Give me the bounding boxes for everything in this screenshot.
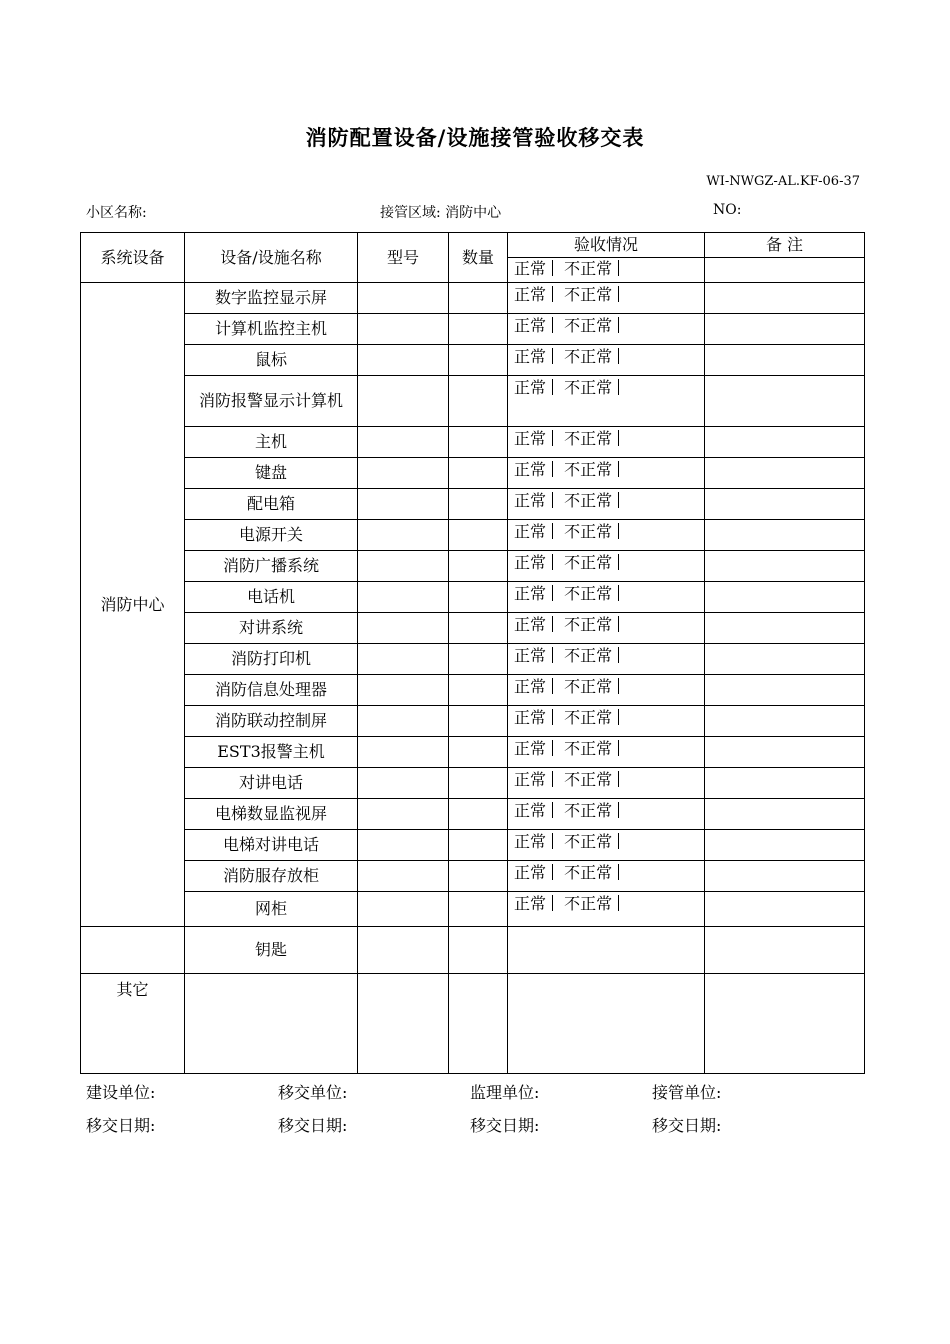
acceptance-status[interactable]	[508, 427, 705, 458]
checkbox-mark	[618, 286, 621, 302]
checkbox-mark	[552, 740, 555, 756]
normal-option[interactable]	[514, 646, 559, 665]
checkbox-mark	[618, 260, 621, 276]
header-remark-blank	[705, 258, 865, 283]
abnormal-label: 不正常	[564, 522, 613, 541]
normal-label: 正常	[514, 316, 547, 335]
quantity-cell[interactable]	[449, 345, 508, 376]
takeover-area-label: 接管区域:	[380, 205, 441, 221]
checkbox-mark	[552, 802, 555, 818]
quantity-cell[interactable]	[449, 458, 508, 489]
equipment-name: 消防服存放柜	[185, 861, 358, 892]
other-label: 其它	[81, 974, 185, 1074]
normal-option[interactable]	[514, 553, 559, 572]
table-row	[81, 892, 865, 927]
normal-option[interactable]	[514, 832, 559, 851]
remark-cell[interactable]	[705, 799, 865, 830]
checkbox-mark	[552, 260, 555, 276]
model-cell[interactable]	[358, 489, 449, 520]
normal-label: 正常	[514, 584, 547, 603]
normal-option[interactable]	[514, 460, 559, 479]
checkbox-mark	[618, 802, 621, 818]
abnormal-label: 不正常	[564, 832, 613, 851]
checkbox-mark	[618, 833, 621, 849]
checkbox-mark	[618, 492, 621, 508]
checkbox-mark	[552, 895, 555, 911]
checkbox-mark	[618, 585, 621, 601]
equipment-name: 消防广播系统	[185, 551, 358, 582]
abnormal-option[interactable]	[564, 615, 625, 634]
normal-label: 正常	[514, 801, 547, 820]
remark-cell[interactable]	[705, 427, 865, 458]
normal-option[interactable]	[514, 316, 559, 335]
remark-cell[interactable]	[705, 489, 865, 520]
abnormal-option	[564, 259, 625, 278]
acceptance-cell[interactable]	[508, 974, 705, 1074]
equipment-name: 配电箱	[185, 489, 358, 520]
table-row	[81, 283, 865, 314]
abnormal-label: 不正常	[564, 894, 613, 913]
table-row	[81, 799, 865, 830]
model-cell[interactable]	[358, 830, 449, 861]
equipment-name: 网柜	[185, 892, 358, 927]
normal-label: 正常	[514, 429, 547, 448]
abnormal-option[interactable]	[564, 316, 625, 335]
abnormal-label: 不正常	[564, 801, 613, 820]
table-row	[81, 768, 865, 799]
serial-no-label: NO:	[713, 202, 742, 218]
remark-cell[interactable]	[705, 675, 865, 706]
checkbox-mark	[618, 709, 621, 725]
acceptance-status[interactable]	[508, 737, 705, 768]
quantity-cell[interactable]	[449, 613, 508, 644]
normal-label: 正常	[514, 708, 547, 727]
table-row	[81, 613, 865, 644]
abnormal-label: 不正常	[564, 285, 613, 304]
equipment-name: 电源开关	[185, 520, 358, 551]
abnormal-label: 不正常	[564, 491, 613, 510]
remark-cell[interactable]	[705, 974, 865, 1074]
abnormal-label: 不正常	[564, 739, 613, 758]
abnormal-label: 不正常	[564, 677, 613, 696]
remark-cell[interactable]	[705, 768, 865, 799]
abnormal-label: 不正常	[564, 708, 613, 727]
normal-option[interactable]	[514, 894, 559, 913]
quantity-cell[interactable]	[449, 737, 508, 768]
normal-label: 正常	[514, 646, 547, 665]
equipment-name: 对讲系统	[185, 613, 358, 644]
remark-cell[interactable]	[705, 283, 865, 314]
normal-option[interactable]	[514, 615, 559, 634]
checkbox-mark	[618, 771, 621, 787]
normal-label: 正常	[514, 832, 547, 851]
equipment-name: 数字监控显示屏	[185, 283, 358, 314]
equipment-name: 消防报警显示计算机	[185, 376, 358, 427]
key-item-name: 钥匙	[185, 927, 358, 974]
equipment-name: 对讲电话	[185, 768, 358, 799]
acceptance-status[interactable]	[508, 314, 705, 345]
quantity-cell[interactable]	[449, 427, 508, 458]
checkbox-mark	[552, 771, 555, 787]
footer-construction-unit: 建设单位:	[86, 1083, 156, 1102]
remark-cell[interactable]	[705, 376, 865, 427]
normal-label: 正常	[514, 894, 547, 913]
normal-label: 正常	[514, 739, 547, 758]
model-cell[interactable]	[358, 582, 449, 613]
footer-date-2: 移交日期:	[278, 1116, 348, 1135]
model-cell[interactable]	[358, 706, 449, 737]
table-row	[81, 582, 865, 613]
abnormal-option[interactable]	[564, 863, 625, 882]
normal-option[interactable]	[514, 739, 559, 758]
abnormal-option[interactable]	[564, 708, 625, 727]
key-system-cell	[81, 927, 185, 974]
acceptance-cell[interactable]	[508, 927, 705, 974]
table-row	[81, 830, 865, 861]
quantity-cell[interactable]	[449, 974, 508, 1074]
checkbox-mark	[618, 554, 621, 570]
normal-label: 正常	[514, 259, 547, 278]
acceptance-status[interactable]	[508, 675, 705, 706]
model-cell[interactable]	[358, 551, 449, 582]
abnormal-label: 不正常	[564, 553, 613, 572]
model-cell[interactable]	[358, 675, 449, 706]
model-cell[interactable]	[358, 737, 449, 768]
abnormal-option[interactable]	[564, 553, 625, 572]
abnormal-label: 不正常	[564, 646, 613, 665]
quantity-cell[interactable]	[449, 799, 508, 830]
table-row	[81, 489, 865, 520]
quantity-cell[interactable]	[449, 706, 508, 737]
normal-label: 正常	[514, 553, 547, 572]
acceptance-status[interactable]	[508, 706, 705, 737]
normal-label: 正常	[514, 460, 547, 479]
table-row	[81, 551, 865, 582]
checkbox-mark	[552, 647, 555, 663]
checkbox-mark	[552, 864, 555, 880]
abnormal-option[interactable]	[564, 285, 625, 304]
model-cell[interactable]	[358, 927, 449, 974]
normal-option[interactable]	[514, 863, 559, 882]
checkbox-mark	[618, 461, 621, 477]
abnormal-option[interactable]	[564, 522, 625, 541]
model-cell[interactable]	[358, 892, 449, 927]
normal-label: 正常	[514, 491, 547, 510]
abnormal-option[interactable]	[564, 677, 625, 696]
equipment-name: 消防打印机	[185, 644, 358, 675]
model-cell[interactable]	[358, 613, 449, 644]
form-title: 消防配置设备/设施接管验收移交表	[305, 125, 645, 150]
acceptance-status[interactable]	[508, 892, 705, 927]
abnormal-label: 不正常	[564, 584, 613, 603]
footer-supervision-unit: 监理单位:	[470, 1083, 540, 1102]
header-name: 设备/设施名称	[185, 233, 358, 283]
abnormal-option[interactable]	[564, 894, 625, 913]
checkbox-mark	[618, 678, 621, 694]
table-row	[81, 314, 865, 345]
abnormal-label: 不正常	[564, 615, 613, 634]
checkbox-mark	[552, 430, 555, 446]
abnormal-option[interactable]	[564, 347, 625, 366]
header-quantity: 数量	[449, 233, 508, 283]
checkbox-mark	[618, 523, 621, 539]
model-cell[interactable]	[358, 644, 449, 675]
normal-option[interactable]	[514, 708, 559, 727]
abnormal-option[interactable]	[564, 770, 625, 789]
quantity-cell[interactable]	[449, 830, 508, 861]
document-number: WI-NWGZ-AL.KF-06-37	[706, 174, 860, 189]
model-cell[interactable]	[358, 345, 449, 376]
normal-label: 正常	[514, 677, 547, 696]
equipment-name: 电话机	[185, 582, 358, 613]
quantity-cell[interactable]	[449, 644, 508, 675]
acceptance-table-body	[81, 233, 865, 1074]
checkbox-mark	[552, 523, 555, 539]
checkbox-mark	[552, 379, 555, 395]
checkbox-mark	[552, 554, 555, 570]
normal-label: 正常	[514, 863, 547, 882]
table-row	[81, 376, 865, 427]
abnormal-option[interactable]	[564, 584, 625, 603]
quantity-cell[interactable]	[449, 283, 508, 314]
model-cell[interactable]	[358, 974, 449, 1074]
remark-cell[interactable]	[705, 314, 865, 345]
header-status-options	[508, 258, 705, 283]
table-row	[81, 520, 865, 551]
checkbox-mark	[618, 864, 621, 880]
quantity-cell[interactable]	[449, 314, 508, 345]
quantity-cell[interactable]	[449, 582, 508, 613]
normal-label: 正常	[514, 522, 547, 541]
abnormal-option[interactable]	[564, 739, 625, 758]
model-cell[interactable]	[358, 768, 449, 799]
takeover-area-value: 消防中心	[445, 205, 502, 221]
abnormal-option[interactable]	[564, 460, 625, 479]
table-row	[81, 861, 865, 892]
equipment-name: 电梯数显监视屏	[185, 799, 358, 830]
acceptance-status[interactable]	[508, 376, 705, 427]
equipment-name: 鼠标	[185, 345, 358, 376]
equipment-name: 键盘	[185, 458, 358, 489]
abnormal-label: 不正常	[564, 770, 613, 789]
normal-label: 正常	[514, 378, 547, 397]
checkbox-mark	[552, 461, 555, 477]
model-cell[interactable]	[358, 427, 449, 458]
model-cell[interactable]	[358, 376, 449, 427]
table-row	[81, 458, 865, 489]
checkbox-mark	[618, 348, 621, 364]
abnormal-option[interactable]	[564, 378, 625, 397]
checkbox-mark	[552, 616, 555, 632]
system-group-cell: 消防中心	[81, 283, 185, 927]
quantity-cell[interactable]	[449, 520, 508, 551]
acceptance-status[interactable]	[508, 861, 705, 892]
equipment-name: 电梯对讲电话	[185, 830, 358, 861]
normal-option[interactable]	[514, 347, 559, 366]
remark-cell[interactable]	[705, 830, 865, 861]
header-remark: 备 注	[705, 233, 865, 258]
remark-cell[interactable]	[705, 551, 865, 582]
remark-cell[interactable]	[705, 927, 865, 974]
checkbox-mark	[618, 895, 621, 911]
remark-cell[interactable]	[705, 706, 865, 737]
normal-option[interactable]	[514, 491, 559, 510]
remark-cell[interactable]	[705, 644, 865, 675]
acceptance-status[interactable]	[508, 520, 705, 551]
model-cell[interactable]	[358, 861, 449, 892]
header-row	[81, 233, 865, 258]
checkbox-mark	[618, 616, 621, 632]
equipment-name: 消防信息处理器	[185, 675, 358, 706]
quantity-cell[interactable]	[449, 675, 508, 706]
acceptance-status[interactable]	[508, 644, 705, 675]
remark-cell[interactable]	[705, 520, 865, 551]
quantity-cell[interactable]	[449, 861, 508, 892]
header-acceptance: 验收情况	[508, 233, 705, 258]
normal-label: 正常	[514, 770, 547, 789]
acceptance-status[interactable]	[508, 768, 705, 799]
remark-cell[interactable]	[705, 892, 865, 927]
remark-cell[interactable]	[705, 613, 865, 644]
quantity-cell[interactable]	[449, 551, 508, 582]
checkbox-mark	[552, 709, 555, 725]
checkbox-mark	[552, 833, 555, 849]
normal-label: 正常	[514, 285, 547, 304]
acceptance-status[interactable]	[508, 582, 705, 613]
acceptance-status[interactable]	[508, 830, 705, 861]
normal-option[interactable]	[514, 378, 559, 397]
equipment-name: EST3报警主机	[185, 737, 358, 768]
normal-option[interactable]	[514, 584, 559, 603]
checkbox-mark	[552, 492, 555, 508]
other-name-cell[interactable]	[185, 974, 358, 1074]
quantity-cell[interactable]	[449, 927, 508, 974]
abnormal-option[interactable]	[564, 832, 625, 851]
normal-option[interactable]	[514, 285, 559, 304]
acceptance-status[interactable]	[508, 345, 705, 376]
quantity-cell[interactable]	[449, 376, 508, 427]
abnormal-label: 不正常	[564, 347, 613, 366]
normal-label: 正常	[514, 615, 547, 634]
key-row	[81, 927, 865, 974]
table-row	[81, 706, 865, 737]
header-model: 型号	[358, 233, 449, 283]
normal-option[interactable]	[514, 522, 559, 541]
remark-cell[interactable]	[705, 582, 865, 613]
abnormal-option[interactable]	[564, 801, 625, 820]
table-row	[81, 644, 865, 675]
remark-cell[interactable]	[705, 737, 865, 768]
acceptance-status[interactable]	[508, 489, 705, 520]
quantity-cell[interactable]	[449, 768, 508, 799]
checkbox-mark	[618, 317, 621, 333]
abnormal-label: 不正常	[564, 863, 613, 882]
abnormal-option[interactable]	[564, 429, 625, 448]
equipment-name: 计算机监控主机	[185, 314, 358, 345]
checkbox-mark	[552, 348, 555, 364]
checkbox-mark	[618, 379, 621, 395]
acceptance-status[interactable]	[508, 458, 705, 489]
remark-cell[interactable]	[705, 345, 865, 376]
checkbox-mark	[618, 647, 621, 663]
table-row	[81, 675, 865, 706]
normal-option	[514, 259, 559, 278]
acceptance-status[interactable]	[508, 283, 705, 314]
checkbox-mark	[618, 740, 621, 756]
footer-date-1: 移交日期:	[86, 1116, 156, 1135]
normal-option[interactable]	[514, 770, 559, 789]
footer-date-4: 移交日期:	[652, 1116, 722, 1135]
checkbox-mark	[552, 585, 555, 601]
footer-takeover-unit: 接管单位:	[652, 1083, 722, 1102]
model-cell[interactable]	[358, 283, 449, 314]
abnormal-option[interactable]	[564, 646, 625, 665]
quantity-cell[interactable]	[449, 489, 508, 520]
footer-handover-unit: 移交单位:	[278, 1083, 348, 1102]
equipment-name: 消防联动控制屏	[185, 706, 358, 737]
abnormal-label: 不正常	[564, 259, 613, 278]
model-cell[interactable]	[358, 458, 449, 489]
abnormal-label: 不正常	[564, 378, 613, 397]
table-row	[81, 345, 865, 376]
checkbox-mark	[552, 317, 555, 333]
checkbox-mark	[552, 286, 555, 302]
normal-option[interactable]	[514, 429, 559, 448]
table-row	[81, 737, 865, 768]
acceptance-status[interactable]	[508, 613, 705, 644]
model-cell[interactable]	[358, 314, 449, 345]
abnormal-option[interactable]	[564, 491, 625, 510]
table-row	[81, 427, 865, 458]
model-cell[interactable]	[358, 520, 449, 551]
checkbox-mark	[552, 678, 555, 694]
abnormal-label: 不正常	[564, 429, 613, 448]
checkbox-mark	[618, 430, 621, 446]
equipment-name: 主机	[185, 427, 358, 458]
community-name-label: 小区名称:	[86, 205, 147, 221]
takeover-area	[380, 202, 501, 222]
acceptance-table	[80, 232, 865, 1074]
acceptance-status[interactable]	[508, 799, 705, 830]
normal-option[interactable]	[514, 677, 559, 696]
remark-cell[interactable]	[705, 458, 865, 489]
model-cell[interactable]	[358, 799, 449, 830]
footer-date-3: 移交日期:	[470, 1116, 540, 1135]
normal-option[interactable]	[514, 801, 559, 820]
remark-cell[interactable]	[705, 861, 865, 892]
normal-label: 正常	[514, 347, 547, 366]
acceptance-status[interactable]	[508, 551, 705, 582]
abnormal-label: 不正常	[564, 316, 613, 335]
abnormal-label: 不正常	[564, 460, 613, 479]
other-row	[81, 974, 865, 1074]
header-system: 系统设备	[81, 233, 185, 283]
quantity-cell[interactable]	[449, 892, 508, 927]
